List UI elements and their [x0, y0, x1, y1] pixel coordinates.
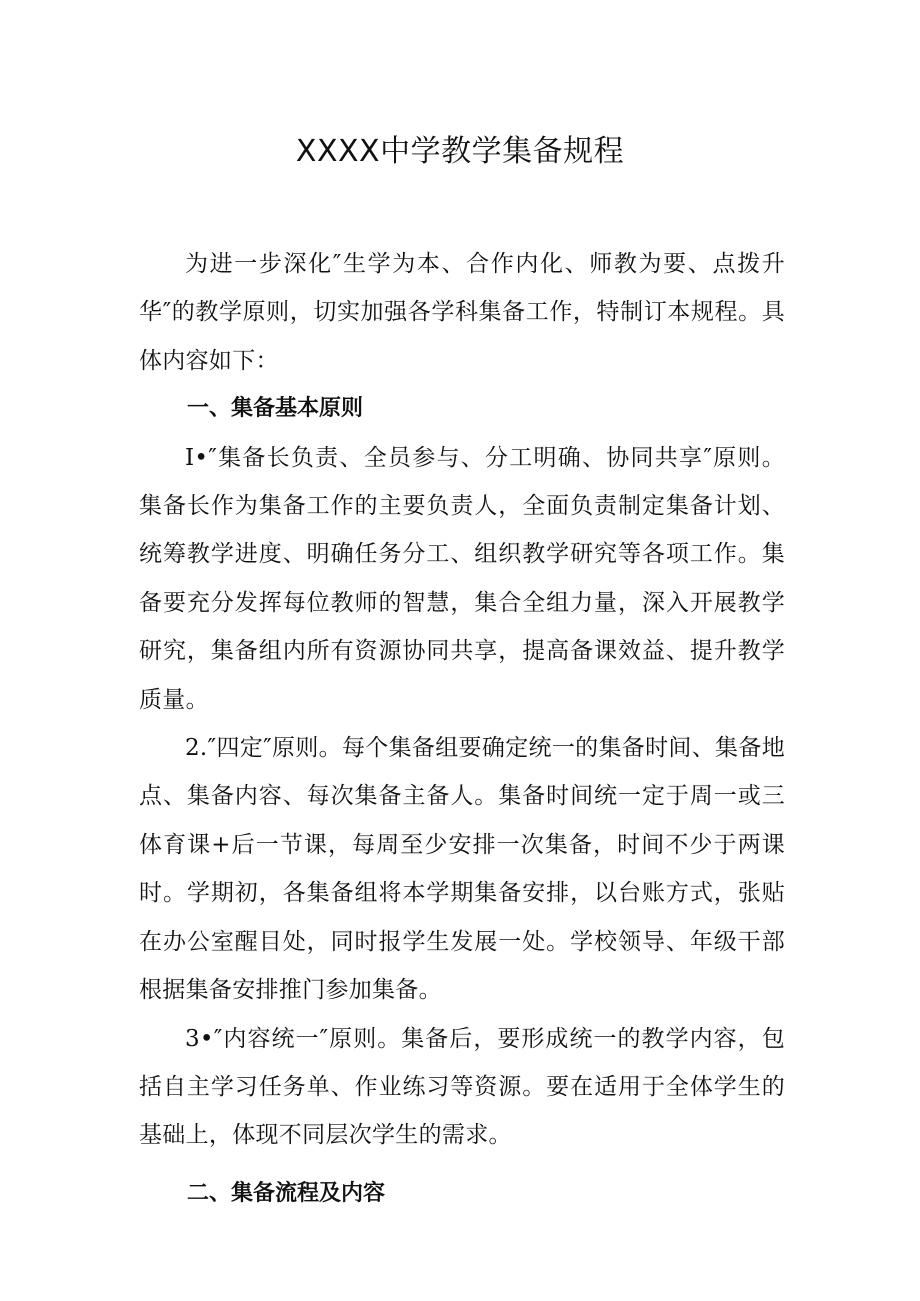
principle-paragraph-3: 3•″内容统一″原则。集备后，要形成统一的教学内容，包括自主学习任务单、作业练习等资源。要在适用于全体学生的基础上，体现不同层次学生的需求。 — [139, 1025, 785, 1149]
document-body — [139, 240, 785, 1218]
document-title: XXXX中学教学集备规程 — [295, 134, 625, 169]
intro-paragraph: 为进一步深化″生学为本、合作内化、师教为要、点拨升华″的教学原则，切实加强各学科集备工作，特制订本规程。具体内容如下： — [139, 251, 785, 374]
section-heading-principles: 一、集备基本原则 — [187, 396, 364, 422]
principle-paragraph-2: 2.″四定″原则。每个集备组要确定统一的集备时间、集备地点、集备内容、每次集备主备人。集备时间统一定于周一或三体育课+后一节课，每周至少安排一次集备，时间不少于两课时。学期初，各集备组将本学期集备安排，以台账方式，张贴在办公室醒目处，同时报学生发展一处。学校领导、年级干部根据集备安排推门参加集备。 — [139, 735, 785, 1004]
section-heading-process: 二、集备流程及内容 — [187, 1180, 386, 1206]
principle-paragraph-1: I•″集备长负责、全员参与、分工明确、协同共享″原则。集备长作为集备工作的主要负责人，全面负责制定集备计划、统筹教学进度、明确任务分工、组织教学研究等各项工作。集备要充分发挥每位教师的智慧，集合全组力量，深入开展教学研究，集备组内所有资源协同共享，提高备课效益、提升教学质量。 — [139, 444, 785, 713]
